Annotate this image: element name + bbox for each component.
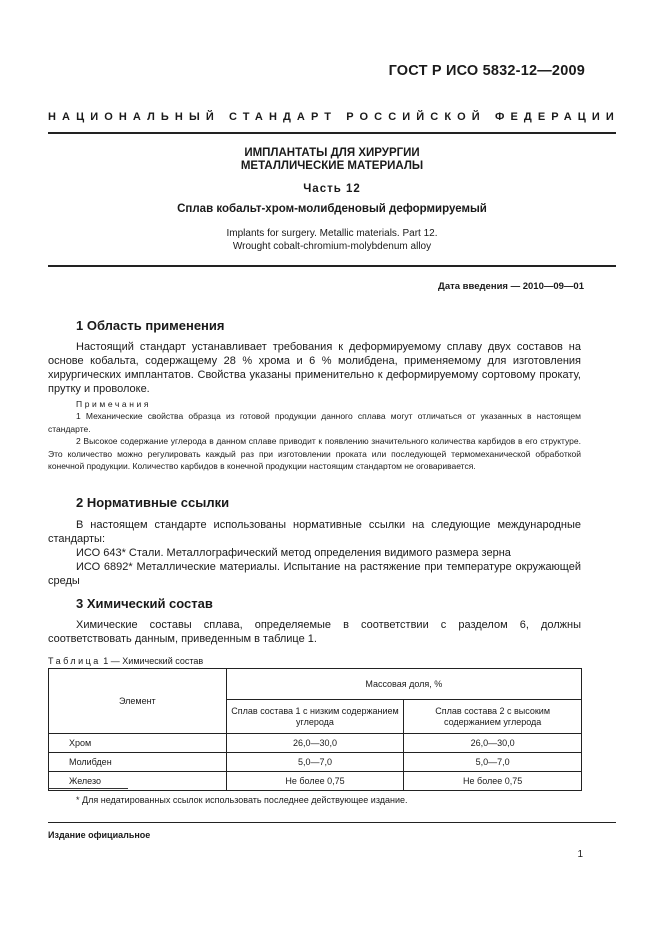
national-standard-banner: НАЦИОНАЛЬНЫЙ СТАНДАРТ РОССИЙСКОЙ ФЕДЕРАЦИИ — [48, 111, 620, 123]
table-row — [49, 753, 582, 772]
title-line-1: ИМПЛАНТАТЫ ДЛЯ ХИРУРГИИ — [244, 147, 420, 159]
note-2: 2 Высокое содержание углерода в данном сплаве приводит к появлению значительного количества карбидов в его структуре. Это количество можно регулировать каждый раз при изготовлении проката или последующей термомеханической обработкой конечной продукции. Количество карбидов в конечной продукции настоящим стандартом не оговаривается. — [48, 436, 581, 471]
reference-iso-643: ИСО 643* Стали. Металлографический метод определения видимого размера зерна — [76, 547, 511, 559]
section-2-paragraph: В настоящем стандарте использованы нормативные ссылки на следующие международные стандарты: — [48, 519, 581, 545]
section-3-heading: 3 Химический состав — [76, 596, 213, 611]
table-row — [49, 734, 582, 753]
cell-element: Хром — [49, 734, 227, 753]
cell-high: 26,0—30,0 — [404, 734, 582, 753]
cell-high: 5,0—7,0 — [404, 753, 582, 772]
cell-high: Не более 0,75 — [404, 772, 582, 791]
section-3-paragraph: Химические составы сплава, определяемые в соответствии с разделом 6, должны соответствовать данным, приведенным в таблице 1. — [48, 619, 581, 645]
footnote-rule — [48, 788, 128, 789]
note-1: 1 Механические свойства образца из готовой продукции данного сплава могут отличаться от указанных в настоящем стандарте. — [48, 411, 581, 434]
cell-element: Молибден — [49, 753, 227, 772]
page-number: 1 — [577, 849, 583, 860]
section-1-heading: 1 Область применения — [76, 318, 225, 333]
english-title — [48, 228, 616, 253]
table-header-row — [49, 669, 582, 700]
header-mass-fraction: Массовая доля, % — [226, 669, 581, 700]
subtitle: Сплав кобальт-хром-молибденовый деформируемый — [177, 203, 487, 215]
top-rule — [48, 132, 616, 134]
cell-element: Железо — [49, 772, 227, 791]
main-title — [48, 147, 616, 173]
chemical-composition-table — [48, 668, 582, 791]
standard-code: ГОСТ Р ИСО 5832-12—2009 — [388, 63, 585, 79]
cell-low: Не более 0,75 — [226, 772, 404, 791]
table-caption: Таблица 1 — Химический состав — [48, 656, 204, 666]
part-title: Часть 12 — [303, 183, 361, 195]
section-1-paragraph: Настоящий стандарт устанавливает требования к деформируемому сплаву двух составов на основе кобальта, содержащему 28 % хрома и 6 % молибдена, применяемому для изготовления хирургических имплантатов. Свойства указаны применительно к деформируемому сортовому прокату, прутку и проволоке. — [48, 341, 581, 395]
introduction-date: Дата введения — 2010—09—01 — [438, 281, 584, 292]
section-2-heading: 2 Нормативные ссылки — [76, 495, 230, 510]
table-row — [49, 772, 582, 791]
middle-rule — [48, 265, 616, 267]
english-title-line-2: Wrought cobalt-chromium-molybdenum alloy — [232, 240, 432, 252]
english-title-line-1: Implants for surgery. Metallic materials. Part 12. — [226, 228, 438, 239]
reference-iso-6892: ИСО 6892* Металлические материалы. Испытание на растяжение при температуре окружающей среды — [48, 561, 581, 587]
official-edition-label: Издание официальное — [48, 830, 151, 840]
cell-low: 26,0—30,0 — [226, 734, 404, 753]
cell-low: 5,0—7,0 — [226, 753, 404, 772]
notes-heading: Примечания — [76, 399, 152, 409]
footnote: * Для недатированных ссылок использовать последнее действующее издание. — [76, 795, 408, 805]
header-element: Элемент — [49, 669, 227, 734]
bottom-rule — [48, 822, 616, 823]
header-alloy-high-carbon: Сплав состава 2 с высоким содержанием углерода — [404, 700, 582, 734]
header-alloy-low-carbon: Сплав состава 1 с низким содержанием углерода — [226, 700, 404, 734]
title-line-2: МЕТАЛЛИЧЕСКИЕ МАТЕРИАЛЫ — [240, 160, 424, 172]
